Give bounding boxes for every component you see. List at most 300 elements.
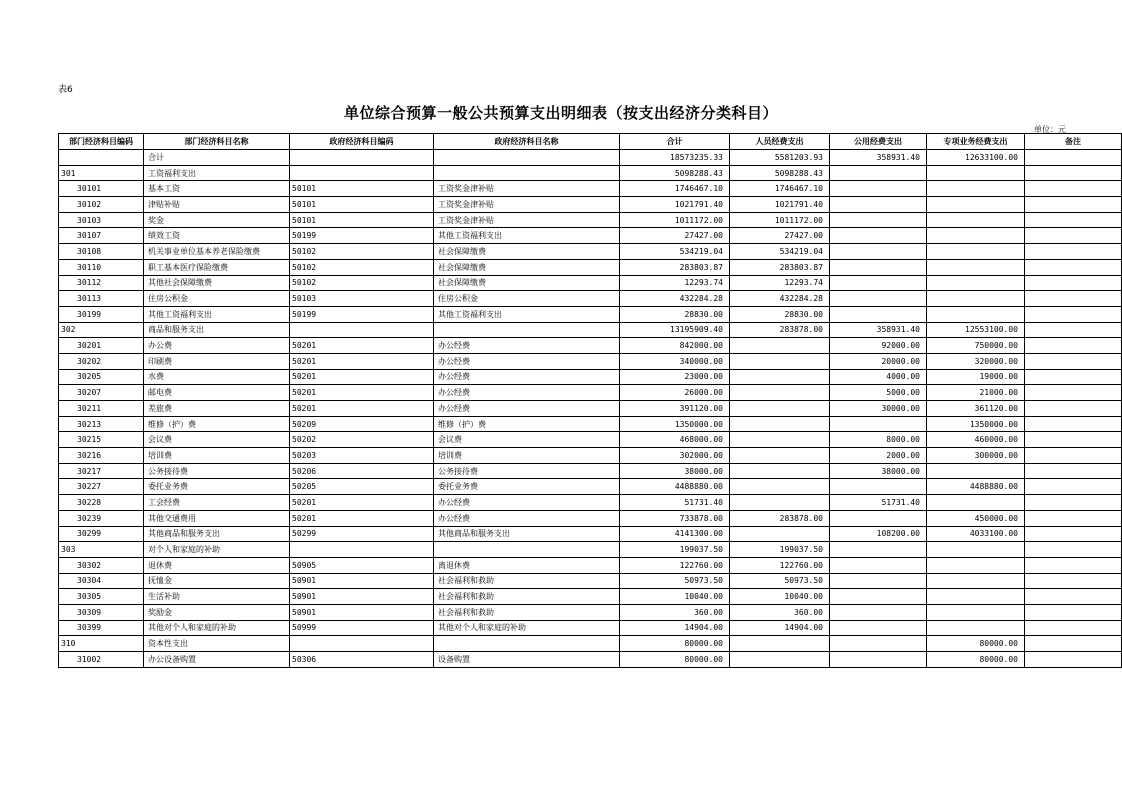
cell-gov-name: 办公经费 [434,369,620,385]
cell-public: 30000.00 [830,401,927,417]
expenditure-detail-table [58,133,1122,668]
cell-total: 199037.50 [620,542,730,558]
cell-public: 5000.00 [830,385,927,401]
cell-dept-name: 基本工资 [144,181,290,197]
cell-remark [1025,416,1122,432]
cell-gov-name: 其他工资福利支出 [434,228,620,244]
cell-gov-name: 社会保障缴费 [434,259,620,275]
cell-gov-code: 50203 [290,448,434,464]
cell-remark [1025,181,1122,197]
table-row [59,589,1122,605]
table-row [59,353,1122,369]
cell-dept-name: 差旅费 [144,401,290,417]
cell-dept-name: 奖励金 [144,604,290,620]
cell-dept-name: 奖金 [144,212,290,228]
table-row [59,620,1122,636]
cell-gov-name: 委托业务费 [434,479,620,495]
cell-gov-name [434,636,620,652]
cell-remark [1025,557,1122,573]
table-row [59,463,1122,479]
cell-dept-name: 水费 [144,369,290,385]
cell-special: 750000.00 [927,338,1025,354]
cell-gov-code: 50199 [290,306,434,322]
cell-personnel: 534219.04 [730,244,830,260]
table-row [59,385,1122,401]
header-public: 公用经费支出 [830,134,927,150]
cell-special: 12633100.00 [927,150,1025,166]
cell-gov-code: 50199 [290,228,434,244]
table-row [59,479,1122,495]
cell-total: 5098288.43 [620,165,730,181]
cell-remark [1025,526,1122,542]
cell-gov-code [290,322,434,338]
cell-public [830,306,927,322]
cell-public [830,510,927,526]
cell-remark [1025,432,1122,448]
cell-personnel: 432284.28 [730,291,830,307]
cell-total: 283803.87 [620,259,730,275]
cell-personnel: 27427.00 [730,228,830,244]
table-row [59,542,1122,558]
cell-gov-code: 50901 [290,573,434,589]
cell-personnel: 5098288.43 [730,165,830,181]
cell-total: 38000.00 [620,463,730,479]
cell-dept-code: 30215 [59,432,144,448]
unit-label: 单位：元 [1034,125,1066,134]
cell-remark [1025,589,1122,605]
cell-special [927,573,1025,589]
cell-special: 361120.00 [927,401,1025,417]
cell-remark [1025,369,1122,385]
cell-dept-name: 办公设备购置 [144,652,290,668]
cell-gov-code: 50101 [290,181,434,197]
cell-gov-name: 办公经费 [434,338,620,354]
cell-dept-name: 抚恤金 [144,573,290,589]
cell-dept-name: 生活补助 [144,589,290,605]
cell-dept-name: 其他交通费用 [144,510,290,526]
cell-public [830,416,927,432]
cell-public: 358931.40 [830,322,927,338]
cell-dept-code: 30202 [59,353,144,369]
table-row [59,448,1122,464]
cell-dept-name: 绩效工资 [144,228,290,244]
cell-dept-name: 工会经费 [144,495,290,511]
cell-dept-name: 住房公积金 [144,291,290,307]
cell-remark [1025,244,1122,260]
cell-total: 1011172.00 [620,212,730,228]
cell-special: 21000.00 [927,385,1025,401]
cell-gov-name: 会议费 [434,432,620,448]
cell-gov-code: 50901 [290,589,434,605]
cell-remark [1025,495,1122,511]
cell-dept-code [59,150,144,166]
cell-gov-code: 50202 [290,432,434,448]
cell-total: 1350000.00 [620,416,730,432]
cell-gov-name: 工资奖金津补贴 [434,197,620,213]
cell-dept-name: 机关事业单位基本养老保险缴费 [144,244,290,260]
cell-dept-name: 对个人和家庭的补助 [144,542,290,558]
cell-public [830,228,927,244]
cell-special [927,463,1025,479]
cell-gov-code: 50201 [290,369,434,385]
cell-total: 733878.00 [620,510,730,526]
cell-total: 26000.00 [620,385,730,401]
table-row [59,573,1122,589]
cell-special: 450000.00 [927,510,1025,526]
cell-special [927,212,1025,228]
cell-special [927,542,1025,558]
cell-public: 20000.00 [830,353,927,369]
cell-total: 534219.04 [620,244,730,260]
cell-personnel [730,432,830,448]
cell-dept-code: 30213 [59,416,144,432]
cell-dept-name: 委托业务费 [144,479,290,495]
cell-dept-code: 30211 [59,401,144,417]
cell-gov-code: 50201 [290,510,434,526]
cell-personnel: 10040.00 [730,589,830,605]
cell-public [830,197,927,213]
cell-dept-code: 30103 [59,212,144,228]
cell-public [830,652,927,668]
cell-gov-name: 办公经费 [434,510,620,526]
cell-public: 4000.00 [830,369,927,385]
cell-gov-name: 办公经费 [434,495,620,511]
cell-personnel [730,479,830,495]
cell-gov-code [290,542,434,558]
cell-public [830,604,927,620]
header-gov-code: 政府经济科目编码 [290,134,434,150]
cell-dept-code: 30302 [59,557,144,573]
cell-remark [1025,604,1122,620]
cell-gov-code: 50209 [290,416,434,432]
cell-dept-name: 其他商品和服务支出 [144,526,290,542]
cell-public: 2000.00 [830,448,927,464]
cell-total: 13195909.40 [620,322,730,338]
cell-total: 80000.00 [620,636,730,652]
cell-remark [1025,212,1122,228]
cell-personnel: 50973.50 [730,573,830,589]
cell-personnel [730,401,830,417]
cell-gov-code: 50905 [290,557,434,573]
cell-public [830,181,927,197]
cell-gov-code: 50102 [290,259,434,275]
header-total: 合计 [620,134,730,150]
cell-special [927,306,1025,322]
cell-special: 320000.00 [927,353,1025,369]
cell-remark [1025,197,1122,213]
cell-public: 108200.00 [830,526,927,542]
cell-dept-code: 30304 [59,573,144,589]
cell-dept-code: 30399 [59,620,144,636]
cell-public [830,557,927,573]
cell-personnel: 1011172.00 [730,212,830,228]
cell-gov-name: 其他商品和服务支出 [434,526,620,542]
cell-personnel [730,636,830,652]
table-row [59,432,1122,448]
cell-gov-name: 工资奖金津补贴 [434,212,620,228]
cell-gov-name: 社会保障缴费 [434,275,620,291]
table-row [59,150,1122,166]
cell-remark [1025,322,1122,338]
cell-special [927,620,1025,636]
cell-special: 12553100.00 [927,322,1025,338]
cell-dept-name: 其他社会保障缴费 [144,275,290,291]
cell-dept-name: 公务接待费 [144,463,290,479]
cell-special: 460000.00 [927,432,1025,448]
table-row [59,557,1122,573]
cell-gov-name: 办公经费 [434,401,620,417]
cell-remark [1025,510,1122,526]
cell-dept-name: 合计 [144,150,290,166]
cell-gov-name: 公务接待费 [434,463,620,479]
cell-gov-name: 住房公积金 [434,291,620,307]
cell-total: 468000.00 [620,432,730,448]
cell-total: 18573235.33 [620,150,730,166]
cell-gov-code: 50101 [290,212,434,228]
table-row [59,244,1122,260]
page-title: 单位综合预算一般公共预算支出明细表（按支出经济分类科目） [343,104,778,122]
cell-public: 38000.00 [830,463,927,479]
table-row [59,322,1122,338]
cell-gov-code: 50103 [290,291,434,307]
cell-remark [1025,275,1122,291]
cell-personnel: 1746467.10 [730,181,830,197]
cell-special [927,495,1025,511]
cell-dept-code: 30107 [59,228,144,244]
cell-dept-code: 30216 [59,448,144,464]
table-row [59,228,1122,244]
cell-public [830,291,927,307]
table-body [59,150,1122,668]
cell-dept-code: 30102 [59,197,144,213]
cell-special: 19000.00 [927,369,1025,385]
cell-gov-name: 社会福利和救助 [434,604,620,620]
cell-special [927,165,1025,181]
cell-remark [1025,385,1122,401]
table-row [59,526,1122,542]
cell-remark [1025,259,1122,275]
cell-personnel [730,495,830,511]
cell-special: 300000.00 [927,448,1025,464]
table-row [59,338,1122,354]
cell-total: 10040.00 [620,589,730,605]
cell-gov-code: 50901 [290,604,434,620]
cell-remark [1025,291,1122,307]
cell-special [927,181,1025,197]
cell-gov-code: 50101 [290,197,434,213]
cell-gov-name [434,542,620,558]
cell-gov-code: 50205 [290,479,434,495]
cell-total: 4488880.00 [620,479,730,495]
cell-dept-name: 工资福利支出 [144,165,290,181]
cell-dept-code: 30239 [59,510,144,526]
cell-gov-name [434,150,620,166]
header-dept-name: 部门经济科目名称 [144,134,290,150]
cell-special: 4488880.00 [927,479,1025,495]
cell-gov-name: 社会保障缴费 [434,244,620,260]
cell-gov-name: 社会福利和救助 [434,573,620,589]
cell-gov-code: 50201 [290,495,434,511]
cell-dept-name: 其他对个人和家庭的补助 [144,620,290,636]
cell-total: 432284.28 [620,291,730,307]
cell-special: 80000.00 [927,652,1025,668]
table-row [59,291,1122,307]
cell-public: 51731.40 [830,495,927,511]
cell-dept-name: 津贴补贴 [144,197,290,213]
cell-total: 51731.40 [620,495,730,511]
cell-gov-name: 社会福利和救助 [434,589,620,605]
table-row [59,510,1122,526]
cell-dept-code: 30207 [59,385,144,401]
cell-gov-code: 50102 [290,244,434,260]
cell-dept-name: 培训费 [144,448,290,464]
cell-public: 8000.00 [830,432,927,448]
cell-gov-code: 50306 [290,652,434,668]
cell-remark [1025,448,1122,464]
cell-dept-code: 30108 [59,244,144,260]
header-special: 专项业务经费支出 [927,134,1025,150]
cell-public [830,620,927,636]
cell-remark [1025,479,1122,495]
table-row [59,604,1122,620]
cell-personnel [730,652,830,668]
cell-dept-code: 31002 [59,652,144,668]
cell-dept-name: 办公费 [144,338,290,354]
cell-remark [1025,228,1122,244]
cell-public [830,244,927,260]
cell-total: 360.00 [620,604,730,620]
cell-personnel [730,463,830,479]
table-row [59,416,1122,432]
cell-gov-name: 其他工资福利支出 [434,306,620,322]
cell-personnel: 28830.00 [730,306,830,322]
cell-gov-code [290,150,434,166]
cell-special: 80000.00 [927,636,1025,652]
cell-dept-name: 维修（护）费 [144,416,290,432]
cell-gov-code [290,636,434,652]
cell-special [927,604,1025,620]
cell-remark [1025,401,1122,417]
cell-gov-name: 其他对个人和家庭的补助 [434,620,620,636]
header-dept-code: 部门经济科目编码 [59,134,144,150]
cell-personnel: 283878.00 [730,510,830,526]
cell-dept-code: 301 [59,165,144,181]
cell-remark [1025,652,1122,668]
cell-personnel: 360.00 [730,604,830,620]
cell-remark [1025,636,1122,652]
table-row [59,275,1122,291]
cell-personnel [730,369,830,385]
cell-dept-code: 303 [59,542,144,558]
cell-dept-code: 30205 [59,369,144,385]
cell-dept-code: 30299 [59,526,144,542]
cell-special [927,197,1025,213]
cell-dept-code: 30201 [59,338,144,354]
cell-dept-code: 302 [59,322,144,338]
cell-total: 122760.00 [620,557,730,573]
cell-special [927,259,1025,275]
table-row [59,197,1122,213]
header-remark: 备注 [1025,134,1122,150]
cell-public [830,212,927,228]
cell-dept-code: 30112 [59,275,144,291]
cell-personnel: 199037.50 [730,542,830,558]
cell-dept-name: 邮电费 [144,385,290,401]
table-row [59,369,1122,385]
cell-dept-code: 30227 [59,479,144,495]
header-personnel: 人员经费支出 [730,134,830,150]
cell-dept-code: 30110 [59,259,144,275]
cell-public [830,165,927,181]
cell-personnel [730,338,830,354]
cell-personnel: 283803.87 [730,259,830,275]
cell-dept-name: 资本性支出 [144,636,290,652]
cell-special [927,275,1025,291]
cell-gov-code: 50999 [290,620,434,636]
cell-public: 92000.00 [830,338,927,354]
cell-remark [1025,150,1122,166]
cell-public: 358931.40 [830,150,927,166]
cell-total: 1746467.10 [620,181,730,197]
cell-personnel: 5581203.93 [730,150,830,166]
cell-dept-name: 商品和服务支出 [144,322,290,338]
cell-total: 4141300.00 [620,526,730,542]
cell-total: 27427.00 [620,228,730,244]
cell-total: 23000.00 [620,369,730,385]
table-row [59,165,1122,181]
cell-public [830,275,927,291]
cell-total: 842000.00 [620,338,730,354]
cell-personnel [730,353,830,369]
cell-dept-code: 30101 [59,181,144,197]
header-gov-name: 政府经济科目名称 [434,134,620,150]
cell-gov-name: 离退休费 [434,557,620,573]
table-row [59,306,1122,322]
cell-personnel: 12293.74 [730,275,830,291]
cell-total: 302000.00 [620,448,730,464]
cell-gov-code: 50201 [290,401,434,417]
cell-gov-code: 50102 [290,275,434,291]
cell-personnel [730,385,830,401]
cell-gov-code: 50206 [290,463,434,479]
cell-special: 1350000.00 [927,416,1025,432]
cell-personnel: 14904.00 [730,620,830,636]
cell-dept-code: 310 [59,636,144,652]
cell-remark [1025,542,1122,558]
table-row [59,181,1122,197]
cell-special [927,228,1025,244]
cell-gov-code: 50201 [290,353,434,369]
cell-personnel [730,526,830,542]
cell-dept-code: 30199 [59,306,144,322]
cell-gov-name: 培训费 [434,448,620,464]
cell-remark [1025,573,1122,589]
cell-remark [1025,463,1122,479]
cell-dept-name: 印刷费 [144,353,290,369]
cell-gov-name: 办公经费 [434,353,620,369]
cell-personnel: 1021791.40 [730,197,830,213]
cell-personnel [730,416,830,432]
cell-total: 12293.74 [620,275,730,291]
table-row [59,495,1122,511]
cell-total: 80000.00 [620,652,730,668]
cell-remark [1025,165,1122,181]
cell-special [927,557,1025,573]
cell-remark [1025,620,1122,636]
cell-remark [1025,353,1122,369]
cell-public [830,573,927,589]
cell-total: 50973.50 [620,573,730,589]
